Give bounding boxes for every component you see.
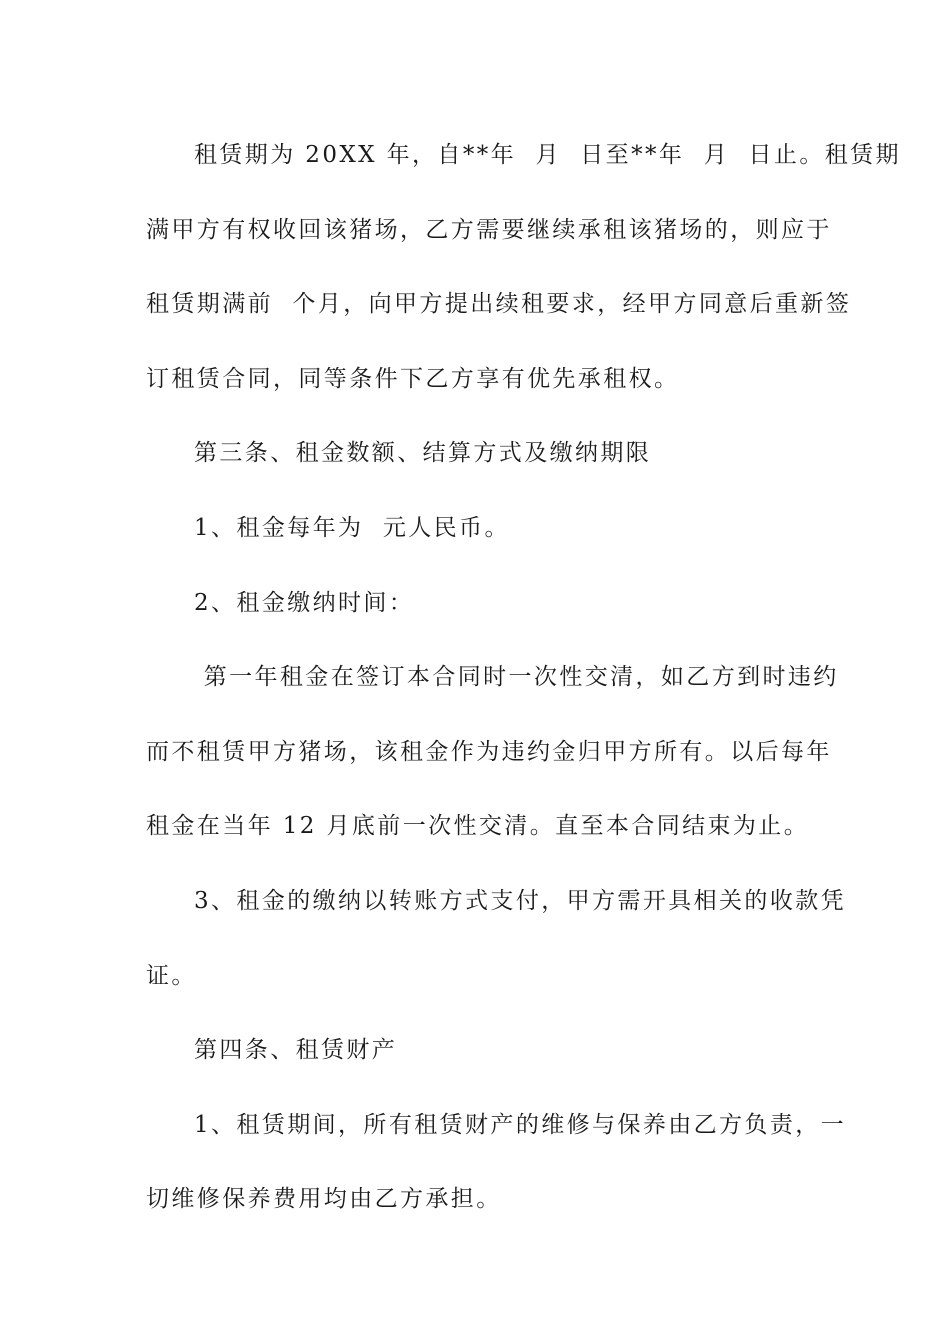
text-line: 切维修保养费用均由乙方承担。 bbox=[146, 1186, 502, 1213]
text-line: 2、租金缴纳时间： bbox=[194, 589, 415, 616]
paragraph-first-year-rent bbox=[146, 640, 839, 864]
text-line: 租赁期为 20XX 年，自**年 月 日至**年 月 日止。租赁期 bbox=[194, 142, 901, 168]
text-line: 满甲方有权收回该猪场，乙方需要继续承租该猪场的，则应于 bbox=[146, 216, 832, 243]
text-line: 而不租赁甲方猪场，该租金作为违约金归甲方所有。以后每年 bbox=[146, 738, 832, 765]
paragraph-lease-term bbox=[146, 118, 901, 416]
text-line: 订租赁合同，同等条件下乙方享有优先承租权。 bbox=[146, 365, 680, 392]
text-line: 3、租金的缴纳以转账方式支付，甲方需开具相关的收款凭 bbox=[194, 887, 847, 914]
clause-payment-method bbox=[146, 864, 847, 1013]
clause-rent-amount bbox=[146, 491, 808, 566]
text-line: 第一年租金在签订本合同时一次性交清，如乙方到时违约 bbox=[194, 664, 839, 691]
text-line: 1、租赁期间，所有租赁财产的维修与保养由乙方负责，一 bbox=[194, 1111, 847, 1138]
text-line: 1、租金每年为 元人民币。 bbox=[194, 514, 510, 541]
text-line: 证。 bbox=[146, 962, 197, 989]
section-heading-article-4 bbox=[146, 1013, 808, 1088]
text-line: 第四条、租赁财产 bbox=[194, 1037, 398, 1064]
text-line: 租金在当年 12 月底前一次性交清。直至本合同结束为止。 bbox=[146, 813, 810, 840]
text-line: 第三条、租金数额、结算方式及缴纳期限 bbox=[194, 440, 652, 467]
clause-maintenance bbox=[146, 1088, 847, 1237]
section-heading-article-3 bbox=[146, 416, 808, 491]
clause-payment-time bbox=[146, 566, 808, 641]
document-body bbox=[146, 118, 901, 1237]
text-line: 租赁期满前 个月，向甲方提出续租要求，经甲方同意后重新签 bbox=[146, 291, 852, 318]
